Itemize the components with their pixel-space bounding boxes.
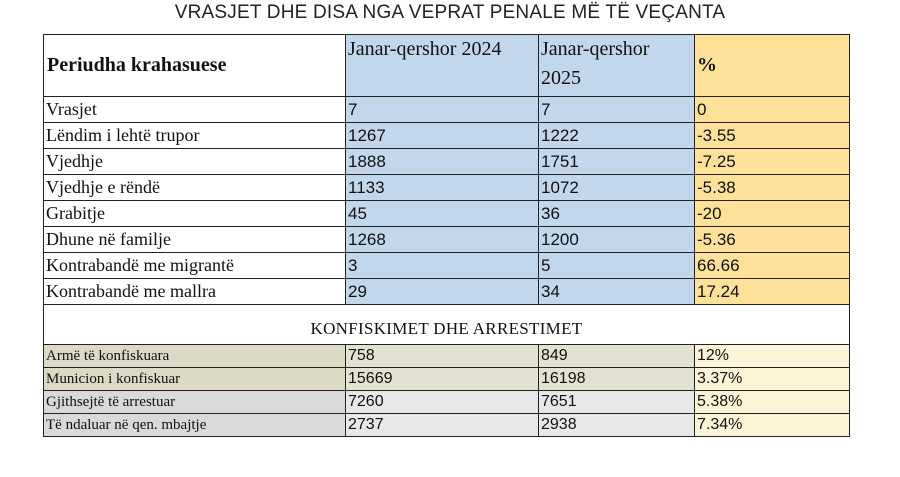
section-header-row <box>44 305 850 345</box>
table-header-row <box>44 35 850 97</box>
table-row <box>44 414 850 437</box>
value-2025: 1072 <box>539 175 695 201</box>
value-2025: 1751 <box>539 149 695 175</box>
percent-change: -5.38 <box>695 175 850 201</box>
value-2024: 29 <box>346 279 539 305</box>
table-row <box>44 201 850 227</box>
value-2024: 2737 <box>346 414 539 437</box>
value-2024: 15669 <box>346 368 539 391</box>
row-label: Grabitje <box>44 201 346 227</box>
value-2024: 1888 <box>346 149 539 175</box>
section-title: KONFISKIMET DHE ARRESTIMET <box>44 305 850 345</box>
value-2025: 849 <box>539 345 695 368</box>
value-2025: 5 <box>539 253 695 279</box>
percent-change: -5.36 <box>695 227 850 253</box>
percent-change: 66.66 <box>695 253 850 279</box>
value-2025: 7651 <box>539 391 695 414</box>
percent-change: 17.24 <box>695 279 850 305</box>
table-row <box>44 345 850 368</box>
row-label: Dhune në familje <box>44 227 346 253</box>
value-2025: 7 <box>539 97 695 123</box>
value-2025: 16198 <box>539 368 695 391</box>
value-2025: 1222 <box>539 123 695 149</box>
header-period-2024: Janar-qershor 2024 <box>346 35 539 97</box>
row-label: Lëndim i lehtë trupor <box>44 123 346 149</box>
percent-change: -3.55 <box>695 123 850 149</box>
percent-change: 12% <box>695 345 850 368</box>
header-label: Periudha krahasuese <box>44 35 346 97</box>
value-2024: 1268 <box>346 227 539 253</box>
row-label: Gjithsejtë të arrestuar <box>44 391 346 414</box>
table-row <box>44 253 850 279</box>
value-2024: 7260 <box>346 391 539 414</box>
percent-change: 5.38% <box>695 391 850 414</box>
percent-change: 7.34% <box>695 414 850 437</box>
value-2024: 758 <box>346 345 539 368</box>
row-label: Vjedhje e rëndë <box>44 175 346 201</box>
crime-statistics-table <box>43 34 850 437</box>
value-2025: 1200 <box>539 227 695 253</box>
table-row <box>44 149 850 175</box>
value-2025: 34 <box>539 279 695 305</box>
table-row <box>44 123 850 149</box>
table-row <box>44 391 850 414</box>
value-2024: 1133 <box>346 175 539 201</box>
row-label: Vrasjet <box>44 97 346 123</box>
page-title: VRASJET DHE DISA NGA VEPRAT PENALE MË TË VEÇANTA <box>174 2 726 23</box>
percent-change: 3.37% <box>695 368 850 391</box>
value-2024: 45 <box>346 201 539 227</box>
table-row <box>44 97 850 123</box>
table-row <box>44 279 850 305</box>
header-percent: % <box>695 35 850 97</box>
percent-change: -7.25 <box>695 149 850 175</box>
row-label: Kontrabandë me mallra <box>44 279 346 305</box>
percent-change: 0 <box>695 97 850 123</box>
row-label: Kontrabandë me migrantë <box>44 253 346 279</box>
row-label: Të ndaluar në qen. mbajtje <box>44 414 346 437</box>
table-row <box>44 175 850 201</box>
value-2024: 1267 <box>346 123 539 149</box>
row-label: Vjedhje <box>44 149 346 175</box>
row-label: Armë të konfiskuara <box>44 345 346 368</box>
value-2024: 3 <box>346 253 539 279</box>
value-2025: 2938 <box>539 414 695 437</box>
table-row <box>44 227 850 253</box>
row-label: Municion i konfiskuar <box>44 368 346 391</box>
header-period-2025: Janar-qershor 2025 <box>539 35 695 97</box>
table-row <box>44 368 850 391</box>
percent-change: -20 <box>695 201 850 227</box>
value-2024: 7 <box>346 97 539 123</box>
value-2025: 36 <box>539 201 695 227</box>
